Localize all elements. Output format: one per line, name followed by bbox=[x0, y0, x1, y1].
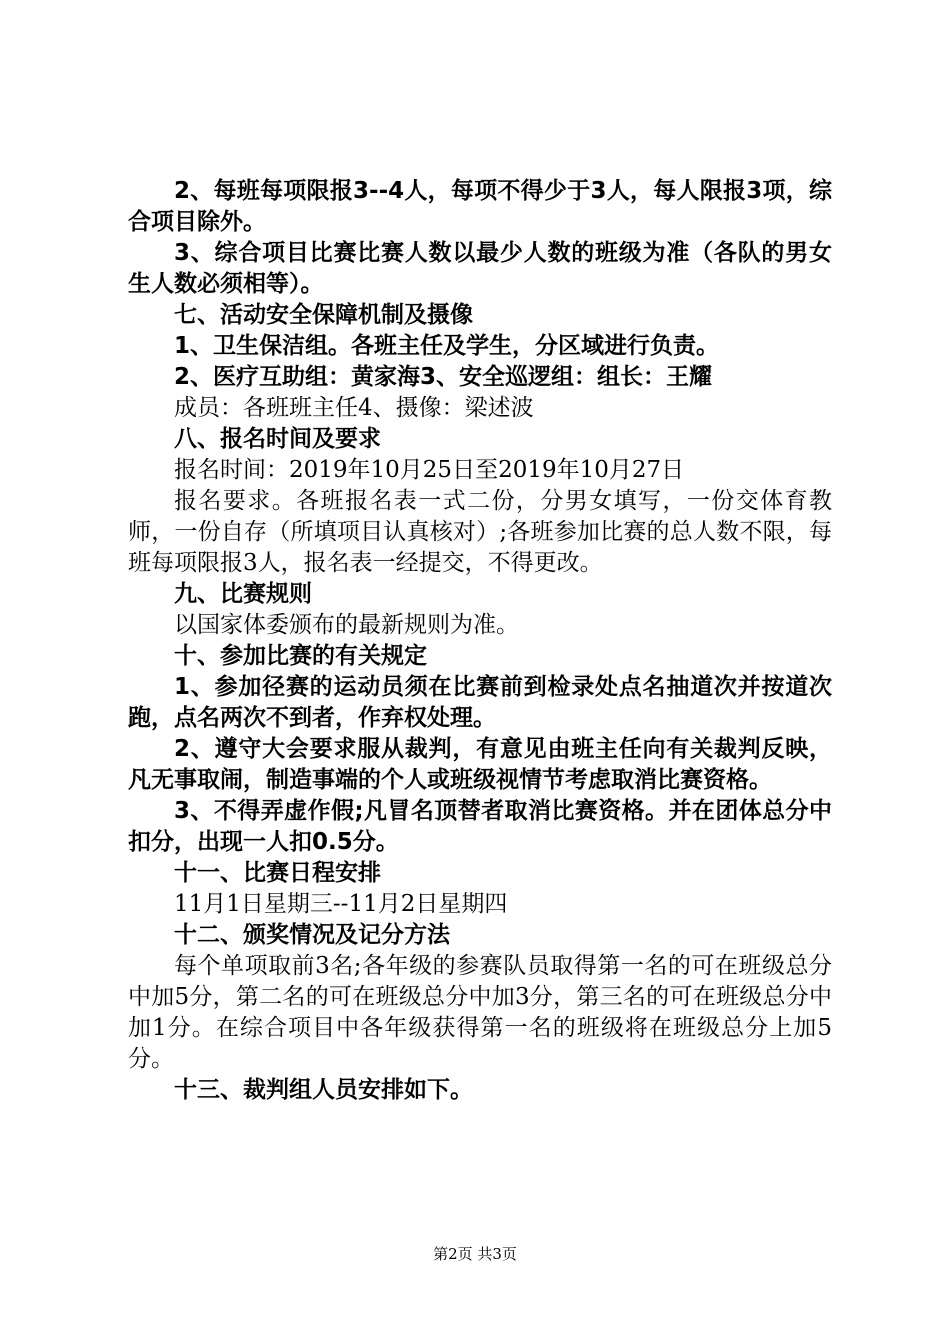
paragraph-5: 成员：各班班主任4、摄像：梁述波 bbox=[174, 395, 534, 421]
section-heading-11: 十一、比赛日程安排 bbox=[174, 860, 381, 886]
section-heading-7: 七、活动安全保障机制及摄像 bbox=[174, 302, 473, 328]
paragraph-6: 报名时间：2019年10月25日至2019年10月27日 bbox=[174, 457, 685, 483]
paragraph-11: 3、不得弄虚作假;凡冒名顶替者取消比赛资格。并在团体总分中扣分，出现一人扣0.5分。 bbox=[128, 798, 832, 855]
section-heading-10: 十、参加比赛的有关规定 bbox=[174, 643, 427, 669]
paragraph-7: 报名要求。各班报名表一式二份，分男女填写，一份交体育教师，一份自存（所填项目认真核对）;各班参加比赛的总人数不限，每班每项限报3人，报名表一经提交，不得更改。 bbox=[128, 488, 832, 576]
paragraph-3: 1、卫生保洁组。各班主任及学生，分区域进行负责。 bbox=[174, 333, 720, 359]
page-number-label: 第2页 共3页 bbox=[433, 1245, 517, 1263]
section-heading-9: 九、比赛规则 bbox=[174, 581, 312, 607]
paragraph-4: 2、医疗互助组：黄家海3、安全巡逻组：组长：王耀 bbox=[174, 364, 713, 390]
paragraph-9: 1、参加径赛的运动员须在比赛前到检录处点名抽道次并按道次跑，点名两次不到者，作弃权处理。 bbox=[128, 674, 832, 731]
section-heading-12: 十二、颁奖情况及记分方法 bbox=[174, 922, 450, 948]
section-heading-13: 十三、裁判组人员安排如下。 bbox=[174, 1077, 473, 1103]
paragraph-1: 2、每班每项限报3--4人，每项不得少于3人，每人限报3项，综合项目除外。 bbox=[128, 178, 832, 235]
paragraph-10: 2、遵守大会要求服从裁判，有意见由班主任向有关裁判反映，凡无事取闹，制造事端的个人或班级视情节考虑取消比赛资格。 bbox=[128, 736, 832, 793]
paragraph-12: 11月1日星期三--11月2日星期四 bbox=[174, 891, 508, 917]
paragraph-13: 每个单项取前3名;各年级的参赛队员取得第一名的可在班级总分中加5分，第二名的可在班级总分中加3分，第三名的可在班级总分中加1分。在综合项目中各年级获得第一名的班级将在班级总分上加5分。 bbox=[128, 953, 832, 1072]
document-body bbox=[128, 176, 832, 1106]
page-footer bbox=[0, 1244, 950, 1264]
section-heading-8: 八、报名时间及要求 bbox=[174, 426, 381, 452]
paragraph-8: 以国家体委颁布的最新规则为准。 bbox=[174, 612, 519, 638]
paragraph-2: 3、综合项目比赛比赛人数以最少人数的班级为准（各队的男女生人数必须相等）。 bbox=[128, 240, 832, 297]
